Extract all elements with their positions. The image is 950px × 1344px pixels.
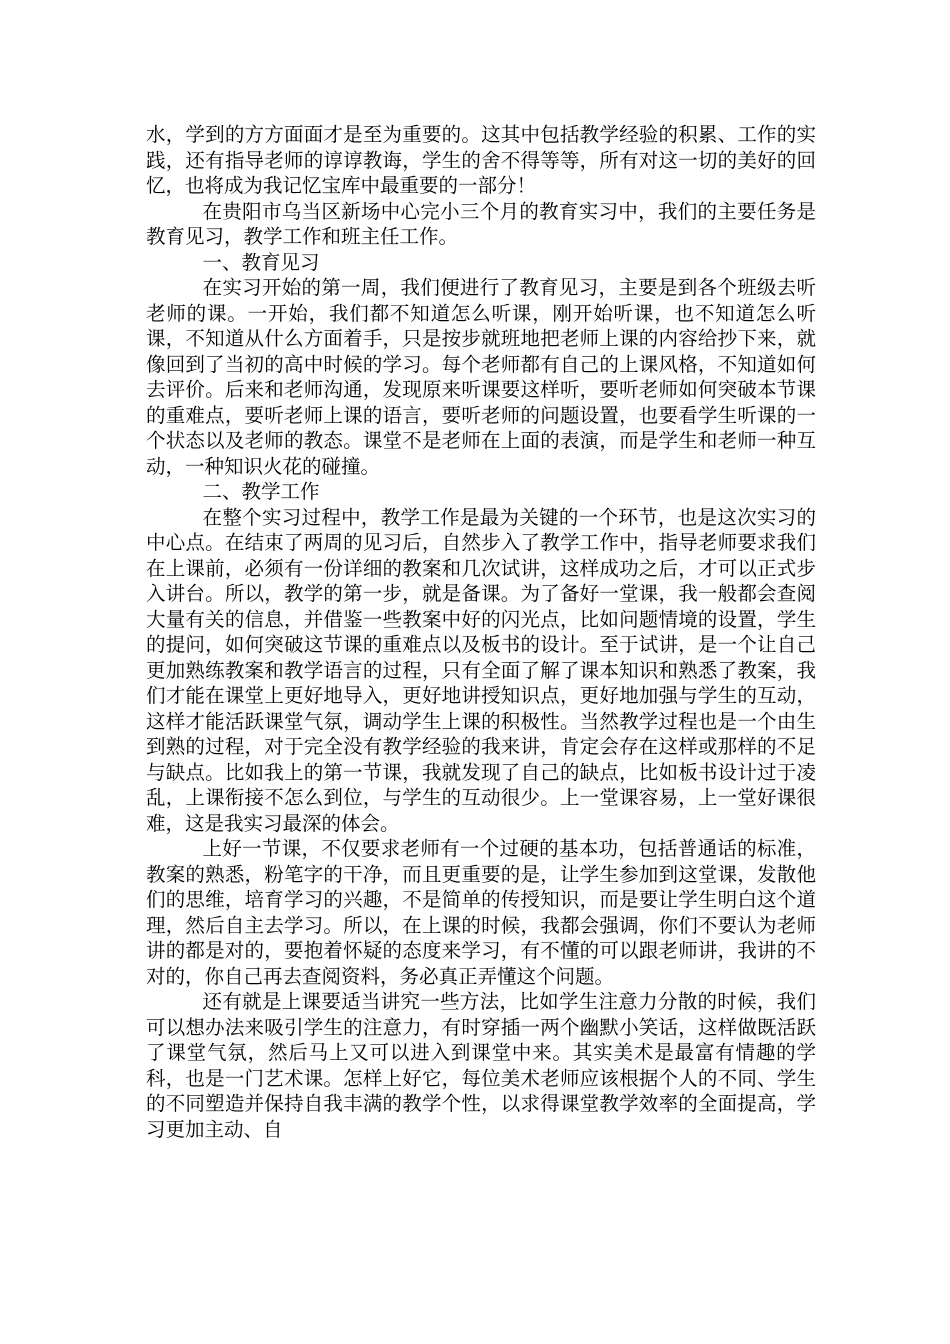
document-page xyxy=(146,122,816,1142)
paragraph-continuation: 水，学到的方方面面才是至为重要的。这其中包括教学经验的积累、工作的实践，还有指导老师的谆谆教诲，学生的舍不得等等，所有对这一切的美好的回忆，也将成为我记忆宝库中最重要的一部分！ xyxy=(146,123,816,197)
paragraph-intro: 在贵阳市乌当区新场中心完小三个月的教育实习中，我们的主要任务是教育见习，教学工作和班主任工作。 xyxy=(146,199,816,248)
section-heading-teaching: 二、教学工作 xyxy=(202,480,320,503)
paragraph-observation: 在实习开始的第一周，我们便进行了教育见习，主要是到各个班级去听老师的课。一开始，我们都不知道怎么听课，刚开始听课，也不知道怎么听课，不知道从什么方面着手，只是按步就班地把老师上课的内容给抄下来，就像回到了当初的高中时候的学习。每个老师都有自己的上课风格，不知道如何去评价。后来和老师沟通，发现原来听课要这样听，要听老师如何突破本节课的重难点，要听老师上课的语言，要听老师的问题设置，也要看学生听课的一个状态以及老师的教态。课堂不是老师在上面的表演，而是学生和老师一种互动，一种知识火花的碰撞。 xyxy=(146,276,816,478)
paragraph-good-lesson: 上好一节课，不仅要求老师有一个过硬的基本功，包括普通话的标准，教案的熟悉，粉笔字的干净，而且更重要的是，让学生参加到这堂课，发散他们的思维，培育学习的兴趣，不是简单的传授知识，而是要让学生明白这个道理，然后自主去学习。所以，在上课的时候，我都会强调，你们不要认为老师讲的都是对的，要抱着怀疑的态度来学习，有不懂的可以跟老师讲，我讲的不对的，你自己再去查阅资料，务必真正弄懂这个问题。 xyxy=(146,837,816,988)
section-heading-observation: 一、教育见习 xyxy=(202,250,320,274)
paragraph-teaching: 在整个实习过程中，教学工作是最为关键的一个环节，也是这次实习的中心点。在结束了两周的见习后，自然步入了教学工作中，指导老师要求我们在上课前，必须有一份详细的教案和几次试讲，这样成功之后，才可以正式步入讲台。所以，教学的第一步，就是备课。为了备好一堂课，我一般都会查阅大量有关的信息，并借鉴一些教案中好的闪光点，比如问题情境的设置，学生的提问，如何突破这节课的重难点以及板书的设计。至于试讲，是一个让自己更加熟练教案和教学语言的过程，只有全面了解了课本知识和熟悉了教案，我们才能在课堂上更好地导入，更好地讲授知识点，更好地加强与学生的互动，这样才能活跃课堂气氛，调动学生上课的积极性。当然教学过程也是一个由生到熟的过程，对于完全没有教学经验的我来讲，肯定会存在这样或那样的不足与缺点。比如我上的第一节课，我就发现了自己的缺点，比如板书设计过于凌乱，上课衔接不怎么到位，与学生的互动很少。上一堂课容易，上一堂好课很难，这是我实习最深的体会。 xyxy=(146,505,816,835)
paragraph-methods: 还有就是上课要适当讲究一些方法，比如学生注意力分散的时候，我们可以想办法来吸引学生的注意力，有时穿插一两个幽默小笑话，这样做既活跃了课堂气氛，然后马上又可以进入到课堂中来。其实美术是最富有情趣的学科，也是一门艺术课。怎样上好它，每位美术老师应该根据个人的不同、学生的不同塑造并保持自我丰满的教学个性，以求得课堂教学效率的全面提高，学习更加主动、自 xyxy=(146,990,816,1141)
